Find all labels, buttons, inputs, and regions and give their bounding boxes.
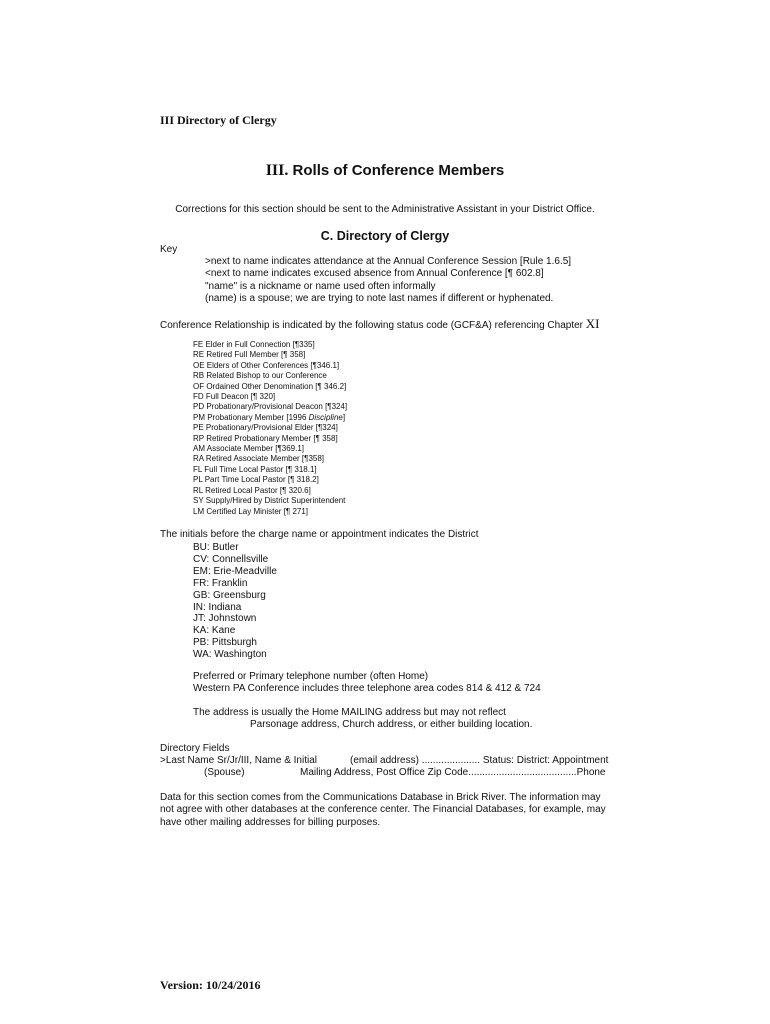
title-roman-numeral: III. bbox=[265, 162, 289, 179]
data-source-note: Data for this section comes from the Communications Database in Brick River. The information may not agree with other databases at the conference center. The Financial Databases, for example, may have other mailing addresses for billing purposes. bbox=[160, 792, 606, 828]
status-code-item: SY Supply/Hired by District Superintendent bbox=[193, 496, 346, 506]
status-code-item: FD Full Deacon [¶ 320] bbox=[193, 392, 276, 402]
district-item: CV: Connellsville bbox=[193, 553, 269, 565]
key-label: Key bbox=[160, 244, 178, 255]
field-email-status: (email address) ..................... Status: District: Appointment bbox=[350, 755, 609, 766]
district-item: GB: Greensburg bbox=[193, 589, 266, 601]
district-item: WA: Washington bbox=[193, 649, 267, 661]
status-code-item: AM Associate Member [¶369.1] bbox=[193, 444, 305, 454]
status-code-item: LM Certified Lay Minister [¶ 271] bbox=[193, 506, 309, 516]
directory-fields-label: Directory Fields bbox=[160, 743, 230, 754]
field-spouse: (Spouse) bbox=[204, 767, 245, 778]
district-item: JT: Johnstown bbox=[193, 613, 257, 625]
district-item: IN: Indiana bbox=[193, 601, 242, 613]
status-code-item: OF Ordained Other Denomination [¶ 346.2] bbox=[193, 381, 347, 391]
key-line: <next to name indicates excused absence from Annual Conference [¶ 602.8] bbox=[205, 268, 544, 280]
district-item: EM: Erie-Meadville bbox=[193, 565, 277, 577]
status-code-pm-tail: ] bbox=[342, 412, 346, 422]
page-title bbox=[0, 162, 770, 180]
district-item: FR: Franklin bbox=[193, 577, 248, 589]
phone-area-codes: Western PA Conference includes three telephone area codes 814 & 412 & 724 bbox=[193, 683, 541, 695]
status-code-item: RL Retired Local Pastor [¶ 320.6] bbox=[193, 485, 311, 495]
status-code-item: RA Retired Associate Member [¶358] bbox=[193, 454, 325, 464]
status-code-item: RP Retired Probationary Member [¶ 358] bbox=[193, 433, 338, 443]
status-code-item bbox=[193, 413, 347, 423]
title-text: Rolls of Conference Members bbox=[288, 162, 505, 179]
district-item: PB: Pittsburgh bbox=[193, 637, 257, 649]
status-code-item: OE Elders of Other Conferences [¶346.1] bbox=[193, 360, 340, 370]
corrections-note: Corrections for this section should be sent to the Administrative Assistant in your District Office. bbox=[175, 204, 595, 215]
status-code-item: RB Related Bishop to our Conference bbox=[193, 371, 327, 381]
district-item: KA: Kane bbox=[193, 625, 236, 637]
section-header: III Directory of Clergy bbox=[160, 113, 277, 127]
status-code-item: PE Probationary/Provisional Elder [¶324] bbox=[193, 423, 338, 433]
key-line: >next to name indicates attendance at the Annual Conference Session [Rule 1.6.5] bbox=[205, 256, 572, 267]
district-list bbox=[193, 542, 277, 661]
chapter-roman-numeral: XI bbox=[585, 316, 600, 331]
address-note-line2: Parsonage address, Church address, or either building location. bbox=[250, 719, 533, 730]
address-note-line1: The address is usually the Home MAILING address but may not reflect bbox=[193, 707, 506, 718]
version-footer: Version: 10/24/2016 bbox=[160, 978, 261, 992]
phone-line: Preferred or Primary telephone number (often Home) bbox=[193, 671, 429, 682]
field-name: >Last Name Sr/Jr/III, Name & Initial bbox=[160, 755, 317, 766]
status-code-item: FL Full Time Local Pastor [¶ 318.1] bbox=[193, 464, 317, 474]
section-subtitle: C. Directory of Clergy bbox=[320, 229, 450, 243]
key-line: "name" is a nickname or name used often informally bbox=[205, 280, 436, 292]
key-line: (name) is a spouse; we are trying to note last names if different or hyphenated. bbox=[205, 293, 554, 305]
discipline-italic: Discipline bbox=[308, 412, 343, 422]
status-code-item: PD Probationary/Provisional Deacon [¶324] bbox=[193, 402, 348, 412]
status-code-item: PL Part Time Local Pastor [¶ 318.2] bbox=[193, 475, 319, 485]
status-code-pm-text: PM Probationary Member [1996 bbox=[193, 412, 309, 422]
phone-info bbox=[193, 671, 541, 695]
field-mailing-address: Mailing Address, Post Office Zip Code.......................................Phone bbox=[300, 767, 606, 778]
district-item: BU: Butler bbox=[193, 542, 239, 553]
relationship-intro bbox=[160, 316, 600, 332]
district-intro: The initials before the charge name or appointment indicates the District bbox=[160, 529, 479, 540]
status-code-item: FE Elder in Full Connection [¶335] bbox=[193, 340, 315, 349]
status-code-list bbox=[193, 340, 347, 517]
status-code-item: RE Retired Full Member [¶ 358] bbox=[193, 350, 306, 360]
relationship-intro-text: Conference Relationship is indicated by the following status code (GCF&A) referencing Chapter bbox=[160, 320, 586, 331]
key-list bbox=[205, 256, 571, 306]
